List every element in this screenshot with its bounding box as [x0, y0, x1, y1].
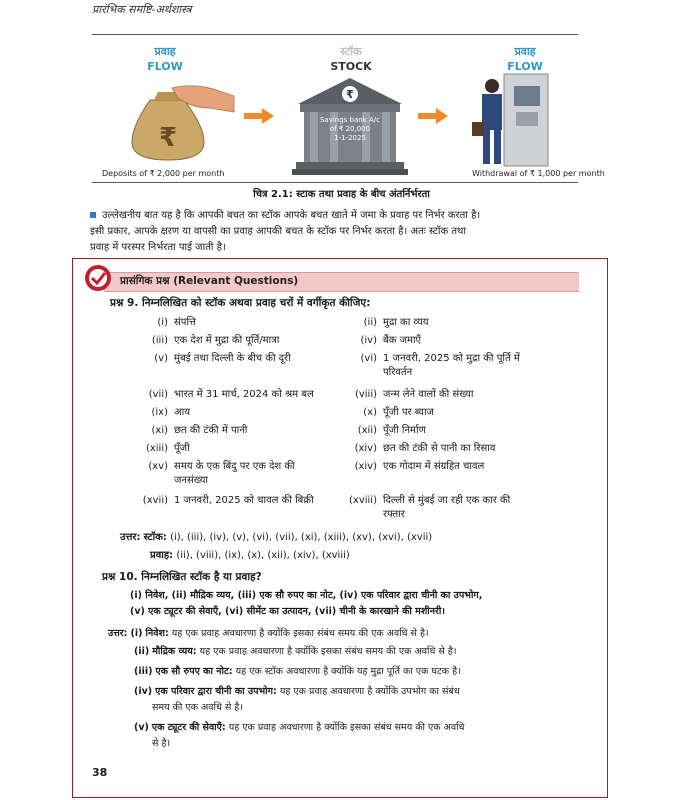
page-number: 38 — [92, 766, 108, 779]
q10-answer: (iii) एक सौ रुपए का नोट: यह एक स्टॉक अवधारणा है क्योंकि यह मुद्रा पूर्ति का एक घटक है। — [134, 666, 461, 677]
stock-label — [316, 44, 386, 74]
q9-item: (vii) भारत में 31 मार्च, 2024 को श्रम बल — [148, 389, 314, 400]
q9-item: (iv) बैंक जमाएँ — [360, 335, 422, 346]
stock-english: STOCK — [330, 60, 372, 73]
sign-line-3: 1-1-2025 — [334, 134, 366, 142]
q10-answer: (iv) एक परिवार द्वारा चीनी का उपभोग: यह एक प्रवाह अवधारणा है क्योंकि उपभोग का संबंध — [134, 686, 460, 697]
q9-stock-answer — [120, 530, 432, 546]
answer-label: उत्तर: — [120, 532, 141, 543]
q9-item: (i) संपत्ति — [157, 317, 196, 328]
bullet-icon — [90, 212, 96, 218]
flow-left-caption: Deposits of ₹ 2,000 per month — [102, 169, 225, 178]
q10-line-2: (v) एक ट्यूटर की सेवाएँ, (vi) सीमेंट का उत्पादन, (vii) चीनी के कारखाने की मशीनरी। — [130, 606, 445, 617]
q9-item: (xvii) 1 जनवरी, 2025 को चावल की बिक्री — [142, 495, 314, 506]
q9-item: (xiv) छत की टंकी से पानी का रिसाव — [354, 443, 496, 454]
q9-item: (xi) छत की टंकी में पानी — [151, 425, 248, 436]
question-9-title: प्रश्न 9. निम्नलिखित को स्टॉक अथवा प्रवाह चरों में वर्गीकृत कीजिए: — [110, 297, 371, 309]
flow-right-label — [490, 44, 560, 74]
q9-item-continued: परिवर्तन — [383, 367, 413, 378]
q10-answer-continued: से है। — [152, 738, 171, 749]
flow-left-english: FLOW — [147, 60, 183, 73]
flow-left-hindi: प्रवाह — [154, 45, 176, 58]
q10-line-1: (i) निवेश, (ii) मौद्रिक व्यय, (iii) एक सौ रुपए का नोट, (iv) एक परिवार द्वारा चीनी का उपभोग, — [130, 590, 483, 601]
arrow-right-icon — [418, 108, 448, 124]
q9-item: (vi) 1 जनवरी, 2025 को मुद्रा की पूर्ति में — [360, 353, 520, 364]
body-paragraph — [90, 208, 580, 256]
flow-right-hindi: प्रवाह — [514, 45, 536, 58]
q10-answer: (v) एक ट्यूटर की सेवाएँ: यह एक प्रवाह अवधारणा है क्योंकि इसका संबंध समय की एक अवधि — [134, 722, 465, 733]
q9-item: (iii) एक देश में मुद्रा की पूर्ति/मात्रा — [151, 335, 280, 346]
header-rule — [92, 34, 578, 35]
q10-answer-continued: समय की एक अवधि से है। — [152, 702, 243, 713]
question-10-title: प्रश्न 10. निम्नलिखित स्टॉक है या प्रवाह? — [102, 571, 262, 583]
flow-answer-label: प्रवाह: — [150, 550, 174, 561]
flow-right-caption: Withdrawal of ₹ 1,000 per month — [472, 169, 605, 178]
bank-rupee-symbol: ₹ — [346, 88, 354, 101]
running-header: प्रारंभिक समष्टि-अर्थशास्त्र — [92, 3, 192, 16]
para-line-1: उल्लेखनीय बात यह है कि आपकी बचत का स्टॉक आपके बचत खाते में जमा के प्रवाह पर निर्भर करता है। — [102, 210, 481, 221]
para-line-2: इसी प्रकार, आपके क्षरण या वापसी का प्रवाह आपकी बचत के स्टॉक पर निर्भर करता है। अतः स्टॉक तथा — [90, 226, 467, 237]
para-line-3: प्रवाह में परस्पर निर्भरता पाई जाती है। — [90, 242, 226, 253]
q9-item: (ix) आय — [151, 407, 191, 418]
flow-left-label — [130, 44, 200, 74]
q9-item: (viii) जन्म लेने वालों की संख्या — [354, 389, 474, 400]
flow-answer-values: (ii), (viii), (ix), (x), (xii), (xiv), (xviii) — [176, 550, 350, 561]
bag-rupee-symbol: ₹ — [158, 123, 178, 153]
sign-line-1: Savings bank A/c — [319, 116, 381, 124]
q9-item: (xiv) एक गोदाम में संग्रहित चावल — [354, 461, 485, 472]
q10-answer: (ii) मौद्रिक व्यय: यह एक प्रवाह अवधारणा है क्योंकि इसका संबंध समय की एक अवधि से है। — [134, 646, 457, 657]
q9-item-continued: जनसंख्या — [174, 475, 208, 486]
arrow-right-icon — [244, 108, 274, 124]
relevant-questions-heading: प्रासंगिक प्रश्न (Relevant Questions) — [120, 275, 299, 287]
q9-item: (xiii) पूँजी — [145, 443, 190, 454]
stock-hindi: स्टॉक — [340, 45, 362, 58]
sign-line-2: of ₹ 20,000 — [329, 125, 371, 133]
q9-item: (ii) मुद्रा का व्यय — [363, 317, 429, 328]
money-bag-illustration — [112, 78, 242, 164]
q9-item: (xii) पूँजी निर्माण — [357, 425, 426, 436]
bank-building-illustration — [290, 76, 410, 176]
q9-item: (x) पूँजी पर ब्याज — [363, 407, 434, 418]
stock-answer-values: (i), (iii), (iv), (v), (vi), (vii), (xi), (xiii), (xv), (xvi), (xvii) — [170, 532, 433, 543]
q9-item: (xviii) दिल्ली से मुंबई जा रही एक कार की — [349, 495, 511, 506]
q9-item-continued: रफ्तार — [383, 509, 405, 520]
check-badge-icon — [84, 264, 112, 292]
atm-person-illustration — [470, 72, 550, 168]
q9-item: (xv) समय के एक बिंदु पर एक देश की — [148, 461, 295, 472]
q9-flow-answer — [150, 548, 350, 564]
figure-rule — [92, 182, 578, 183]
stock-answer-label: स्टॉक: — [143, 532, 167, 543]
figure-title: चित्र 2.1: स्टाक तथा प्रवाह के बीच अंतर्निर्भरता — [253, 189, 430, 200]
flow-right-english: FLOW — [507, 60, 543, 73]
q9-item: (v) मुंबई तथा दिल्ली के बीच की दूरी — [154, 353, 291, 364]
q10-answer: उत्तर: (i) निवेश: यह एक प्रवाह अवधारणा है क्योंकि इसका संबंध समय की एक अवधि से है। — [108, 628, 429, 639]
